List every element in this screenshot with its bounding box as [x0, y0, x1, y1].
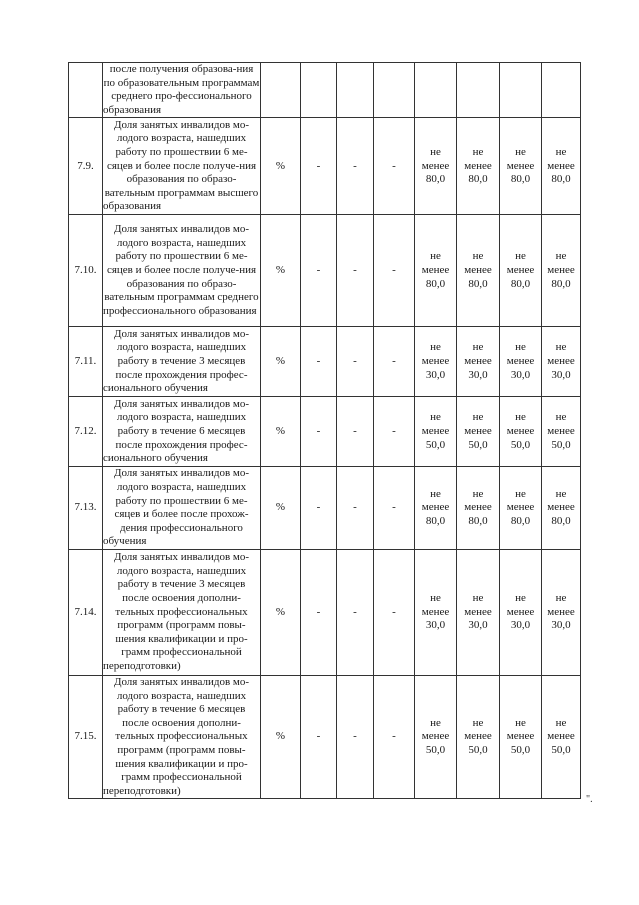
value-cell-col2: -	[337, 327, 374, 397]
unit-cell: %	[261, 118, 301, 215]
value-cell-col3: -	[374, 467, 415, 550]
row-number-cell: 7.14.	[69, 549, 103, 675]
indicator-description-cell: Доля занятых инвалидов мо-лодого возраста, нашедших работу по прошествии 6 ме-сяцев и более после прохож-дения профессионального обучения	[103, 467, 261, 550]
target-value-cell-col7: не менее 30,0	[542, 327, 581, 397]
unit-cell: %	[261, 549, 301, 675]
indicator-description-cell: Доля занятых инвалидов мо-лодого возраста, нашедших работу в течение 3 месяцев после освоения дополни-тельных профессиональных программ (программ повы-шения квалификации и про-грамм профессиональной переподготовки)	[103, 549, 261, 675]
table-row	[69, 215, 581, 327]
target-value-cell-col6	[500, 63, 542, 118]
target-value-cell-col7: не менее 50,0	[542, 397, 581, 467]
value-cell-col2: -	[337, 118, 374, 215]
value-cell-col1: -	[301, 118, 337, 215]
target-value-cell-col7: не менее 80,0	[542, 467, 581, 550]
value-cell-col1: -	[301, 467, 337, 550]
value-cell-col2	[337, 63, 374, 118]
target-value-cell-col6: не менее 30,0	[500, 549, 542, 675]
table-body	[69, 63, 581, 799]
value-cell-col1	[301, 63, 337, 118]
table-row	[69, 63, 581, 118]
target-value-cell-col5: не менее 80,0	[457, 215, 500, 327]
value-cell-col1: -	[301, 675, 337, 798]
indicator-description-cell: Доля занятых инвалидов мо-лодого возраста, нашедших работу по прошествии 6 ме-сяцев и более после получе-ния образования по образо-вательным программам среднего профессионального образования	[103, 215, 261, 327]
target-value-cell-col4: не менее 80,0	[415, 215, 457, 327]
target-value-cell-col5: не менее 30,0	[457, 549, 500, 675]
target-value-cell-col6: не менее 30,0	[500, 327, 542, 397]
target-value-cell-col7: не менее 50,0	[542, 675, 581, 798]
indicator-description-cell: Доля занятых инвалидов мо-лодого возраста, нашедших работу в течение 6 месяцев после прохождения профес-сионального обучения	[103, 397, 261, 467]
closing-quote-mark: ".	[586, 794, 593, 805]
target-value-cell-col4: не менее 50,0	[415, 397, 457, 467]
value-cell-col3	[374, 63, 415, 118]
row-number-cell: 7.13.	[69, 467, 103, 550]
unit-cell: %	[261, 327, 301, 397]
value-cell-col3: -	[374, 327, 415, 397]
unit-cell: %	[261, 675, 301, 798]
unit-cell: %	[261, 397, 301, 467]
value-cell-col3: -	[374, 215, 415, 327]
target-value-cell-col5	[457, 63, 500, 118]
target-value-cell-col7: не менее 30,0	[542, 549, 581, 675]
row-number-cell: 7.10.	[69, 215, 103, 327]
table-row	[69, 675, 581, 798]
table-row	[69, 327, 581, 397]
unit-cell: %	[261, 467, 301, 550]
value-cell-col1: -	[301, 327, 337, 397]
indicator-description-cell: Доля занятых инвалидов мо-лодого возраста, нашедших работу по прошествии 6 ме-сяцев и более после получе-ния образования по образо-вательным программам высшего образования	[103, 118, 261, 215]
row-number-cell: 7.15.	[69, 675, 103, 798]
row-number-cell: 7.11.	[69, 327, 103, 397]
row-number-cell: 7.9.	[69, 118, 103, 215]
indicator-description-cell: Доля занятых инвалидов мо-лодого возраста, нашедших работу в течение 6 месяцев после освоения дополни-тельных профессиональных программ (программ повы-шения квалификации и про-грамм профессиональной переподготовки)	[103, 675, 261, 798]
unit-cell	[261, 63, 301, 118]
indicators-table	[68, 62, 581, 799]
value-cell-col2: -	[337, 215, 374, 327]
target-value-cell-col4: не менее 30,0	[415, 327, 457, 397]
target-value-cell-col6: не менее 80,0	[500, 118, 542, 215]
target-value-cell-col4: не менее 80,0	[415, 118, 457, 215]
value-cell-col3: -	[374, 397, 415, 467]
value-cell-col3: -	[374, 118, 415, 215]
target-value-cell-col7	[542, 63, 581, 118]
target-value-cell-col7: не менее 80,0	[542, 118, 581, 215]
target-value-cell-col7: не менее 80,0	[542, 215, 581, 327]
target-value-cell-col4	[415, 63, 457, 118]
target-value-cell-col6: не менее 80,0	[500, 467, 542, 550]
value-cell-col1: -	[301, 215, 337, 327]
table-row	[69, 118, 581, 215]
target-value-cell-col5: не менее 80,0	[457, 467, 500, 550]
indicator-description-cell: Доля занятых инвалидов мо-лодого возраста, нашедших работу в течение 3 месяцев после прохождения профес-сионального обучения	[103, 327, 261, 397]
target-value-cell-col4: не менее 30,0	[415, 549, 457, 675]
target-value-cell-col4: не менее 80,0	[415, 467, 457, 550]
table-row	[69, 549, 581, 675]
target-value-cell-col4: не менее 50,0	[415, 675, 457, 798]
value-cell-col2: -	[337, 397, 374, 467]
target-value-cell-col5: не менее 80,0	[457, 118, 500, 215]
table-row	[69, 467, 581, 550]
target-value-cell-col5: не менее 50,0	[457, 675, 500, 798]
row-number-cell	[69, 63, 103, 118]
target-value-cell-col6: не менее 80,0	[500, 215, 542, 327]
value-cell-col3: -	[374, 675, 415, 798]
value-cell-col1: -	[301, 397, 337, 467]
row-number-cell: 7.12.	[69, 397, 103, 467]
table-row	[69, 397, 581, 467]
value-cell-col2: -	[337, 467, 374, 550]
unit-cell: %	[261, 215, 301, 327]
target-value-cell-col6: не менее 50,0	[500, 675, 542, 798]
target-value-cell-col5: не менее 50,0	[457, 397, 500, 467]
value-cell-col3: -	[374, 549, 415, 675]
value-cell-col2: -	[337, 549, 374, 675]
target-value-cell-col5: не менее 30,0	[457, 327, 500, 397]
value-cell-col1: -	[301, 549, 337, 675]
target-value-cell-col6: не менее 50,0	[500, 397, 542, 467]
indicator-description-cell: после получения образова-ния по образовательным программам среднего про-фессионального образования	[103, 63, 261, 118]
value-cell-col2: -	[337, 675, 374, 798]
